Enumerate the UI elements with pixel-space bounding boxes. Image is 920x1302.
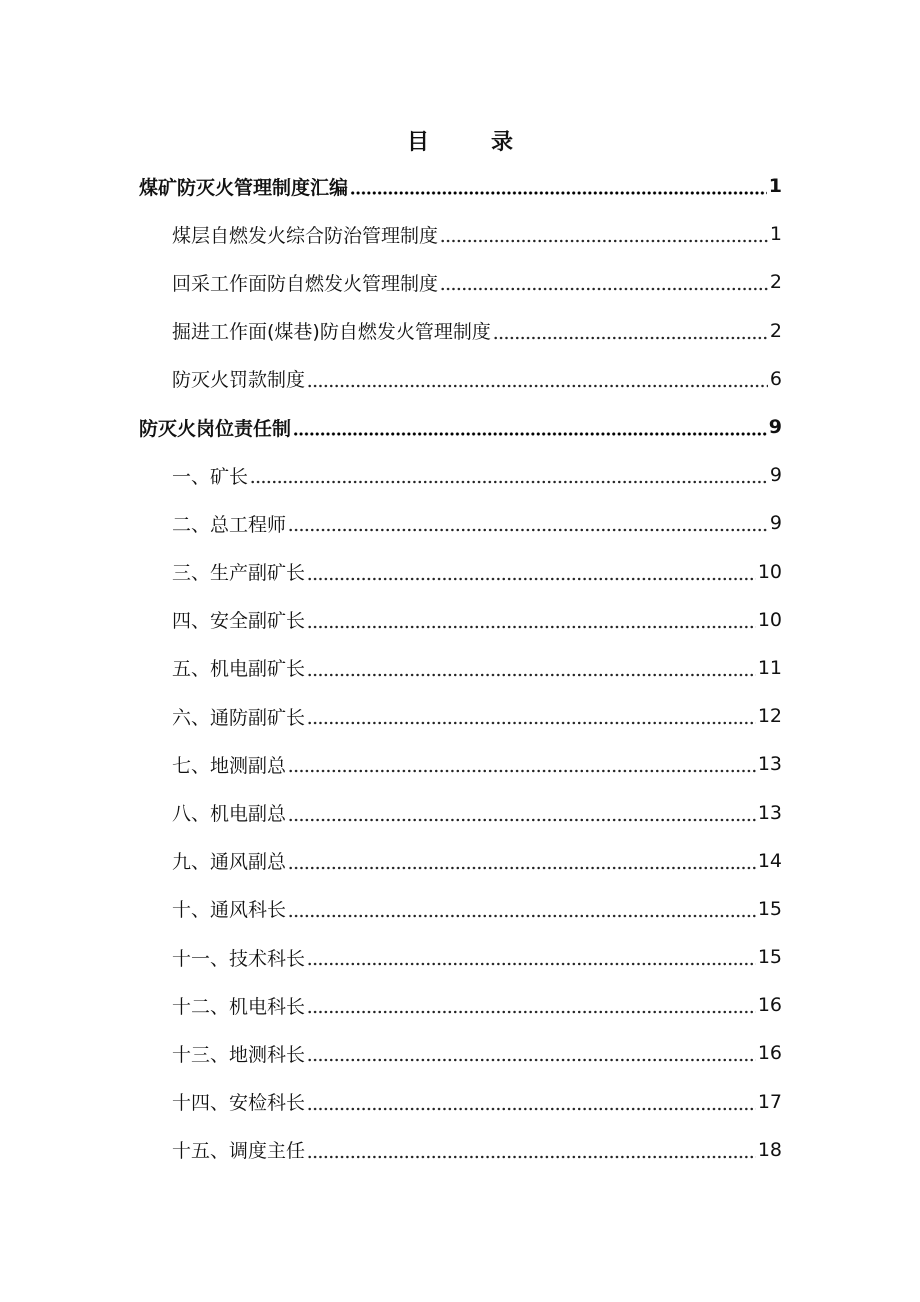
toc-page-number: 6 (769, 367, 782, 390)
toc-dot-leader (307, 962, 756, 966)
toc-entry-label: 十四、安检科长 (172, 1092, 306, 1115)
page-title (0, 120, 920, 160)
toc-page-number: 11 (757, 656, 782, 679)
toc-dot-leader (307, 625, 756, 629)
toc-page-number: 17 (757, 1090, 782, 1113)
toc-page-number: 2 (769, 319, 782, 342)
toc-entry-label: 四、安全副矿长 (172, 610, 306, 633)
toc-dot-leader (307, 1010, 756, 1014)
toc-section[interactable] (0, 1029, 920, 1077)
toc-entry-label: 十一、技术科长 (172, 947, 306, 970)
toc-page-number: 15 (757, 897, 782, 920)
toc-dot-leader (307, 721, 756, 725)
toc-section[interactable] (0, 933, 920, 981)
toc-dot-leader (307, 1155, 756, 1159)
toc-entry-label: 九、通风副总 (172, 851, 287, 874)
toc-page-number: 9 (769, 512, 782, 535)
toc-section[interactable] (0, 210, 920, 258)
toc-section[interactable] (0, 644, 920, 692)
toc-page-number: 1 (768, 175, 782, 198)
toc-dot-leader (288, 769, 756, 773)
toc-page-number: 10 (757, 560, 782, 583)
toc-dot-leader (307, 384, 768, 388)
toc-page-number: 12 (757, 705, 782, 728)
toc-entry-label: 一、矿长 (172, 465, 249, 488)
toc-section[interactable] (0, 981, 920, 1029)
toc-page-number: 1 (769, 223, 782, 246)
toc-entry-label: 十二、机电科长 (172, 995, 306, 1018)
toc-dot-leader (250, 480, 768, 484)
toc-dot-leader (307, 1107, 756, 1111)
toc-dot-leader (440, 287, 768, 291)
toc-page-number: 2 (769, 271, 782, 294)
toc-dot-leader (288, 866, 756, 870)
toc-page-number: 15 (757, 946, 782, 969)
toc-page-number: 13 (757, 753, 782, 776)
toc-section[interactable] (0, 355, 920, 403)
toc-entry-label: 煤矿防灭火管理制度汇编 (139, 176, 349, 199)
toc-dot-leader (440, 239, 768, 243)
toc-dot-leader (293, 432, 767, 436)
title-char-2: 录 (491, 129, 514, 155)
toc-entry-label: 五、机电副矿长 (172, 658, 306, 681)
toc-page-number: 10 (757, 608, 782, 631)
toc-entry-label: 防灭火罚款制度 (172, 369, 306, 392)
toc-section[interactable] (0, 692, 920, 740)
toc-section[interactable] (0, 499, 920, 547)
toc-entry-label: 八、机电副总 (172, 803, 287, 826)
toc-entry-label: 十五、调度主任 (172, 1140, 306, 1163)
toc-dot-leader (307, 673, 756, 677)
toc-page-number: 16 (757, 1042, 782, 1065)
toc-section[interactable] (0, 1126, 920, 1174)
toc-chapter[interactable] (0, 162, 920, 210)
toc-entry-label: 三、生产副矿长 (172, 562, 306, 585)
toc-section[interactable] (0, 451, 920, 499)
toc-section[interactable] (0, 596, 920, 644)
toc-entry-label: 六、通防副矿长 (172, 706, 306, 729)
toc-entry-label: 二、总工程师 (172, 513, 287, 536)
toc-dot-leader (307, 577, 756, 581)
toc-page-number: 18 (757, 1138, 782, 1161)
toc-section[interactable] (0, 1078, 920, 1126)
table-of-contents (0, 162, 920, 1174)
toc-entry-label: 十三、地测科长 (172, 1043, 306, 1066)
toc-page-number: 16 (757, 994, 782, 1017)
toc-dot-leader (288, 818, 756, 822)
toc-page-number: 13 (757, 801, 782, 824)
toc-section[interactable] (0, 548, 920, 596)
toc-dot-leader (307, 1058, 756, 1062)
toc-dot-leader (288, 914, 756, 918)
toc-entry-label: 十、通风科长 (172, 899, 287, 922)
toc-section[interactable] (0, 837, 920, 885)
toc-chapter[interactable] (0, 403, 920, 451)
toc-dot-leader (493, 336, 768, 340)
title-char-1: 目 (406, 129, 429, 155)
toc-page-number: 9 (769, 464, 782, 487)
toc-dot-leader (288, 528, 768, 532)
toc-page-number: 9 (768, 416, 782, 439)
toc-entry-label: 防灭火岗位责任制 (139, 417, 292, 440)
toc-entry-label: 煤层自燃发火综合防治管理制度 (172, 224, 439, 247)
toc-section[interactable] (0, 788, 920, 836)
toc-page-number: 14 (757, 849, 782, 872)
toc-entry-label: 回采工作面防自燃发火管理制度 (172, 272, 439, 295)
toc-entry-label: 七、地测副总 (172, 754, 287, 777)
toc-dot-leader (350, 191, 767, 195)
toc-section[interactable] (0, 885, 920, 933)
toc-section[interactable] (0, 307, 920, 355)
toc-section[interactable] (0, 258, 920, 306)
toc-section[interactable] (0, 740, 920, 788)
toc-entry-label: 掘进工作面(煤巷)防自燃发火管理制度 (172, 321, 491, 344)
